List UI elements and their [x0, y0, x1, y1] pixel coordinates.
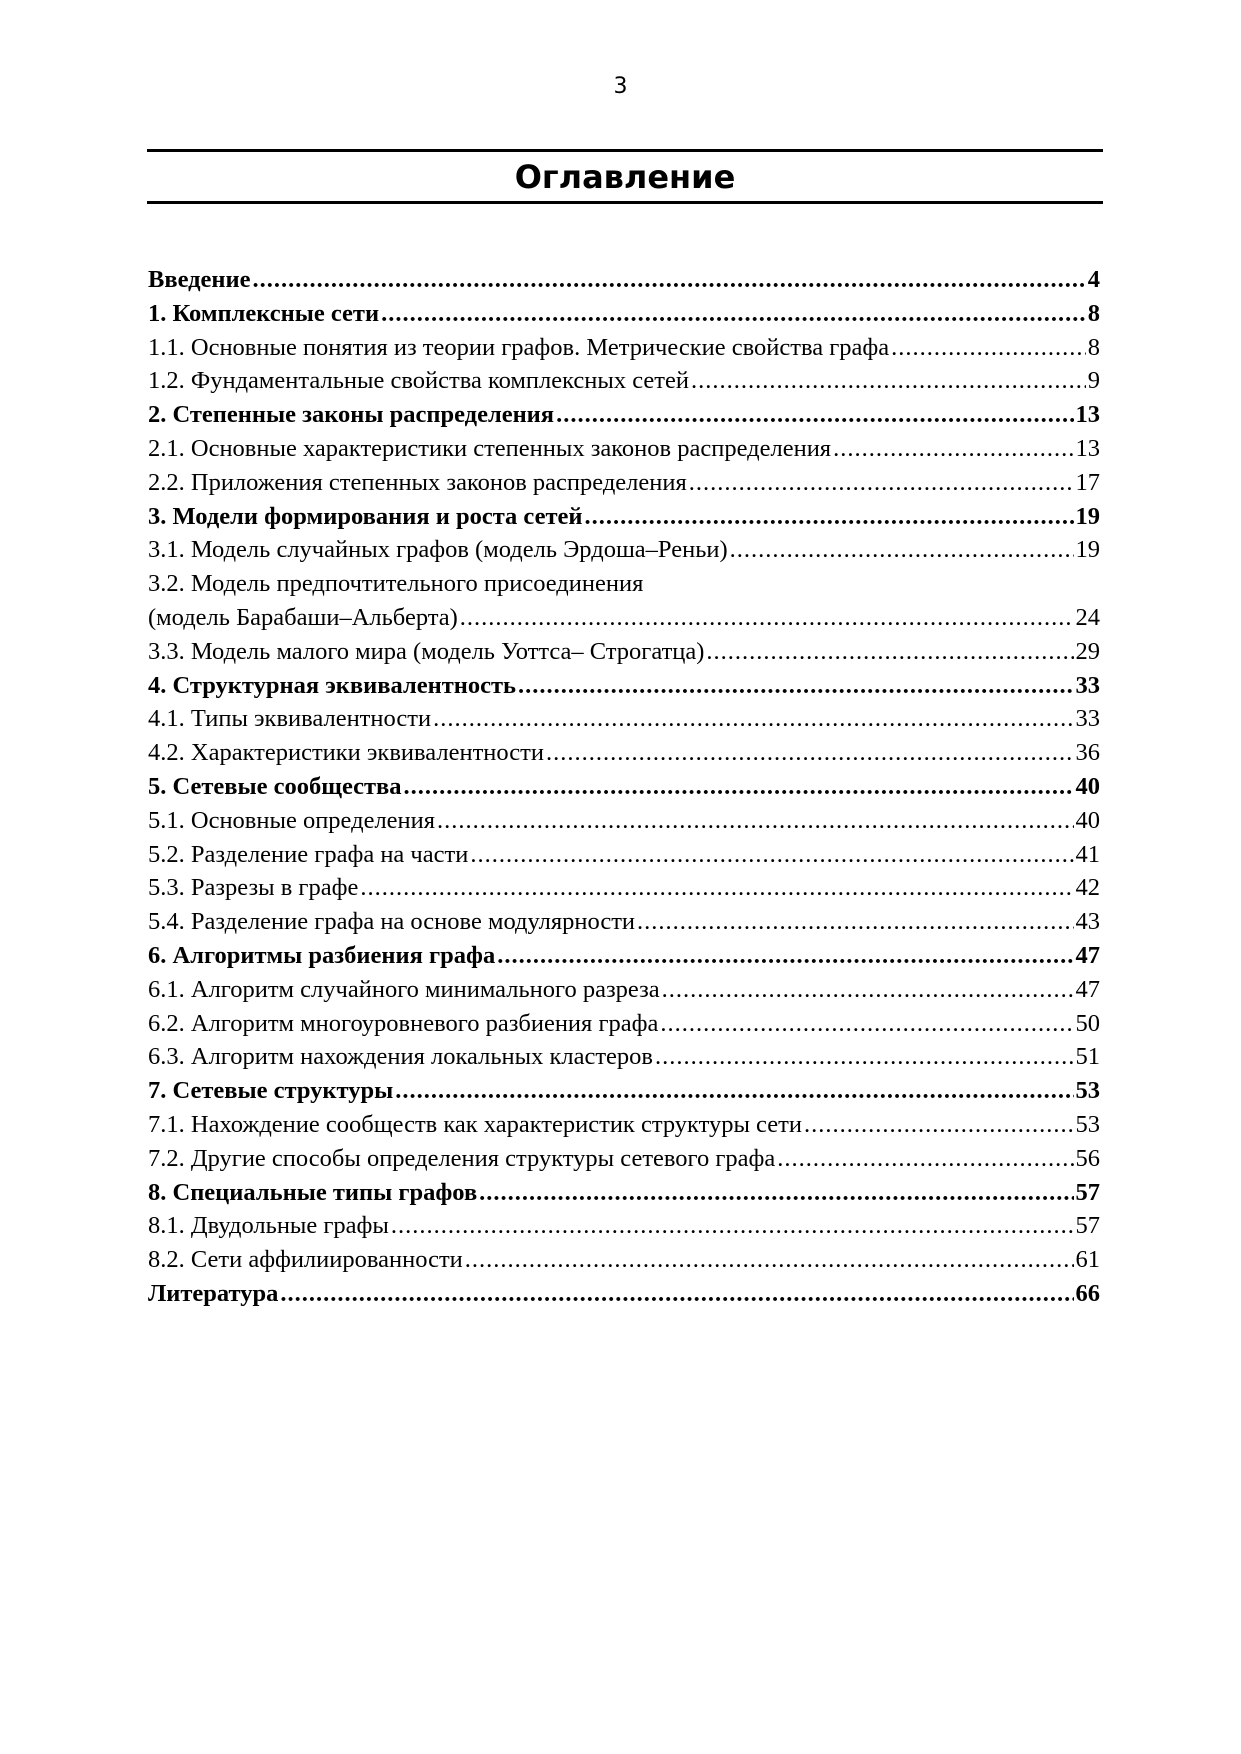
toc-entry[interactable]: [148, 601, 1100, 635]
toc-entry-label: 6.1. Алгоритм случайного минимального разреза: [148, 975, 660, 1003]
toc-dot-leader: [460, 601, 1074, 635]
toc-entry[interactable]: [148, 1209, 1100, 1243]
toc-entry[interactable]: [148, 1277, 1100, 1311]
toc-entry-label: 5.1. Основные определения: [148, 806, 436, 834]
toc-entry-label: 8.1. Двудольные графы: [148, 1212, 389, 1240]
toc-entry[interactable]: [148, 669, 1100, 703]
toc-entry[interactable]: [148, 1007, 1100, 1041]
toc-dot-leader: [660, 1007, 1073, 1041]
toc-entry-page: 50: [1075, 1009, 1100, 1037]
toc-entry-label: 2.2. Приложения степенных законов распределения: [148, 468, 687, 496]
toc-entry-page: 13: [1075, 434, 1100, 462]
toc-entry-page: 42: [1075, 874, 1100, 902]
toc-dot-leader: [433, 702, 1073, 736]
toc-entry-label: 2.1. Основные характеристики степенных законов распределения: [148, 434, 832, 462]
toc-entry-page: 29: [1075, 637, 1100, 665]
toc-entry[interactable]: [148, 1176, 1100, 1210]
toc-dot-leader: [253, 263, 1086, 297]
toc-dot-leader: [404, 770, 1074, 804]
toc-dot-leader: [518, 669, 1074, 703]
toc-entry-page: 9: [1087, 367, 1100, 395]
toc-dot-leader: [391, 1209, 1074, 1243]
toc-dot-leader: [730, 533, 1074, 567]
toc-dot-leader: [691, 364, 1086, 398]
toc-entry-label: 7.2. Другие способы определения структуры сетевого графа: [148, 1144, 776, 1172]
toc-entry[interactable]: [148, 1074, 1100, 1108]
toc-entry-page: 43: [1075, 908, 1100, 936]
toc-entry-label: 5.4. Разделение графа на основе модулярности: [148, 908, 636, 936]
toc-entry-page: 19: [1075, 536, 1100, 564]
toc-entry-label: 3.3. Модель малого мира (модель Уоттса– Строгатца): [148, 637, 705, 665]
toc-entry-label: 7.1. Нахождение сообществ как характеристик структуры сети: [148, 1110, 802, 1138]
title-bottom-rule: [147, 201, 1103, 204]
page-title: Оглавление: [514, 158, 736, 196]
toc-entry-page: 56: [1075, 1144, 1100, 1172]
toc-entry-label: 5.3. Разрезы в графе: [148, 874, 359, 902]
toc-dot-leader: [360, 871, 1073, 905]
toc-entry-label: 8. Специальные типы графов: [148, 1178, 478, 1206]
toc-entry[interactable]: [148, 770, 1100, 804]
toc-dot-leader: [891, 331, 1086, 365]
toc-entry-page: 61: [1075, 1246, 1100, 1274]
toc-entry-page: 51: [1075, 1043, 1100, 1071]
toc-entry-label: 1.1. Основные понятия из теории графов. Метрические свойства графа: [148, 333, 890, 361]
toc-entry[interactable]: [148, 635, 1100, 669]
toc-entry[interactable]: [148, 432, 1100, 466]
toc-entry-page: 17: [1075, 468, 1100, 496]
toc-dot-leader: [777, 1142, 1073, 1176]
toc-dot-leader: [497, 939, 1073, 973]
toc-entry[interactable]: [148, 838, 1100, 872]
toc-dot-leader: [381, 297, 1086, 331]
toc-dot-leader: [395, 1074, 1073, 1108]
toc-entry[interactable]: [148, 973, 1100, 1007]
toc-entry[interactable]: [148, 263, 1100, 297]
toc-entry[interactable]: [148, 331, 1100, 365]
toc-dot-leader: [689, 466, 1074, 500]
toc-dot-leader: [546, 736, 1074, 770]
toc-entry-label: 3.1. Модель случайных графов (модель Эрдоша–Реньи): [148, 536, 728, 564]
toc-entry[interactable]: [148, 1040, 1100, 1074]
toc-dot-leader: [655, 1040, 1074, 1074]
toc-entry-label: 6.2. Алгоритм многоуровневого разбиения графа: [148, 1009, 659, 1037]
toc-entry-label: 7. Сетевые структуры: [148, 1077, 394, 1105]
toc-dot-leader: [479, 1176, 1073, 1210]
toc-entry-label: 1.2. Фундаментальные свойства комплексных сетей: [148, 367, 689, 395]
toc-entry-page: 36: [1075, 739, 1100, 767]
toc-entry-label: 6. Алгоритмы разбиения графа: [148, 941, 496, 969]
toc-entry[interactable]: [148, 567, 1100, 601]
toc-entry-label: 6.3. Алгоритм нахождения локальных кластеров: [148, 1043, 653, 1071]
toc-entry-label: 4.2. Характеристики эквивалентности: [148, 739, 544, 767]
toc-entry[interactable]: [148, 398, 1100, 432]
toc-entry-page: 4: [1087, 266, 1100, 293]
toc-entry-page: 66: [1075, 1279, 1100, 1307]
toc-dot-leader: [833, 432, 1073, 466]
toc-entry-page: 57: [1075, 1178, 1100, 1206]
toc-entry-label: 1. Комплексные сети: [148, 299, 380, 327]
toc-entry-label: 4. Структурная эквивалентность: [148, 671, 516, 699]
toc-entry-page: 24: [1075, 603, 1100, 631]
toc-entry[interactable]: [148, 500, 1100, 534]
toc-entry-page: 8: [1087, 333, 1100, 361]
toc-dot-leader: [465, 1243, 1074, 1277]
toc-entry[interactable]: [148, 533, 1100, 567]
toc-dot-leader: [662, 973, 1074, 1007]
toc-entry-label: (модель Барабаши–Альберта): [148, 603, 458, 631]
toc-entry[interactable]: [148, 1243, 1100, 1277]
toc-dot-leader: [637, 905, 1073, 939]
toc-entry-page: 33: [1075, 671, 1100, 699]
toc-entry-page: 40: [1075, 772, 1100, 800]
toc-entry-label: Введение: [148, 266, 251, 293]
toc-entry-page: 33: [1075, 705, 1100, 733]
toc-entry[interactable]: [148, 804, 1100, 838]
toc-entry[interactable]: [148, 1108, 1100, 1142]
toc-entry-page: 53: [1075, 1077, 1100, 1105]
toc-entry-label: 8.2. Сети аффилиированности: [148, 1246, 463, 1274]
toc-entry-label: 5. Сетевые сообщества: [148, 772, 402, 800]
toc-dot-leader: [470, 838, 1073, 872]
toc-entry-page: 40: [1075, 806, 1100, 834]
toc-entry[interactable]: [148, 736, 1100, 770]
toc-entry[interactable]: [148, 905, 1100, 939]
toc-entry[interactable]: [148, 871, 1100, 905]
toc-dot-leader: [437, 804, 1073, 838]
toc-dot-leader: [706, 635, 1073, 669]
toc-entry-page: 53: [1075, 1110, 1100, 1138]
toc-entry-label: 3. Модели формирования и роста сетей: [148, 502, 583, 530]
toc-entry[interactable]: [148, 939, 1100, 973]
toc-entry-page: 57: [1075, 1212, 1100, 1240]
toc-entry-page: 13: [1075, 401, 1100, 429]
toc-entry-label: 4.1. Типы эквивалентности: [148, 705, 432, 733]
toc-entry-label: 3.2. Модель предпочтительного присоединения: [148, 570, 644, 598]
toc-entry-page: 47: [1075, 941, 1100, 969]
toc-entry-page: 8: [1087, 299, 1100, 327]
toc-entry[interactable]: [148, 702, 1100, 736]
toc-entry[interactable]: [148, 364, 1100, 398]
toc-entry[interactable]: [148, 297, 1100, 331]
toc-entry-page: 47: [1075, 975, 1100, 1003]
toc-entry-page: 41: [1075, 840, 1100, 868]
table-of-contents: [148, 263, 1100, 1311]
toc-entry[interactable]: [148, 1142, 1100, 1176]
page-number: 3: [613, 74, 628, 99]
toc-dot-leader: [280, 1277, 1073, 1311]
toc-dot-leader: [804, 1108, 1074, 1142]
toc-entry-label: Литература: [148, 1279, 279, 1307]
toc-dot-leader: [585, 500, 1074, 534]
toc-entry-page: 19: [1075, 502, 1100, 530]
toc-entry[interactable]: [148, 466, 1100, 500]
toc-entry-label: 2. Степенные законы распределения: [148, 401, 555, 429]
toc-dot-leader: [556, 398, 1073, 432]
toc-entry-label: 5.2. Разделение графа на части: [148, 840, 469, 868]
title-top-rule: [147, 149, 1103, 152]
